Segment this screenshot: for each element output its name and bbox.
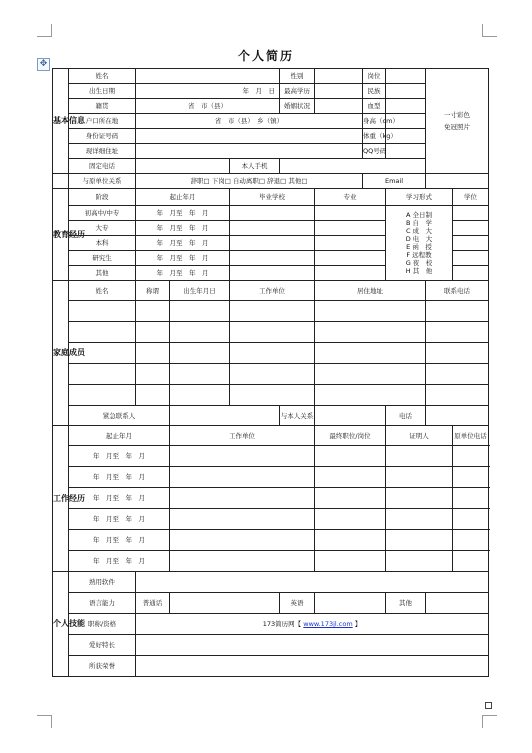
edu-school-field[interactable] xyxy=(230,221,315,236)
label-prev-employer-relation: 与原单位关系 xyxy=(69,174,136,189)
field-birth[interactable]: 年 月 日 xyxy=(136,84,280,99)
family-cell[interactable] xyxy=(230,385,315,406)
study-form-options xyxy=(386,206,453,281)
family-cell[interactable] xyxy=(426,385,489,406)
edu-header-major: 专业 xyxy=(315,189,386,206)
work-cell[interactable] xyxy=(453,530,489,551)
work-cell[interactable] xyxy=(453,488,489,509)
family-cell[interactable] xyxy=(426,343,489,364)
work-cell[interactable] xyxy=(453,551,489,572)
work-cell[interactable] xyxy=(386,488,453,509)
work-cell[interactable] xyxy=(170,509,315,530)
family-cell[interactable] xyxy=(136,385,170,406)
field-software[interactable] xyxy=(136,572,489,593)
section-label-basic: 基本信息 xyxy=(53,69,69,174)
work-cell[interactable] xyxy=(386,551,453,572)
family-cell[interactable] xyxy=(170,343,230,364)
section-label-work: 工作经历 xyxy=(53,426,69,572)
label-weight: 体重（kg） xyxy=(363,129,386,144)
field-emergency-contact[interactable] xyxy=(170,406,280,426)
label-emergency-contact: 紧急联系人 xyxy=(69,406,170,426)
study-form-option: F 远程教 xyxy=(406,251,432,259)
family-cell[interactable] xyxy=(69,364,136,385)
label-name: 姓名 xyxy=(69,69,136,84)
edu-stage-label: 初高中/中专 xyxy=(69,206,136,221)
work-cell[interactable] xyxy=(170,446,315,467)
study-form-option: G 夜 校 xyxy=(405,259,433,267)
field-title-cert[interactable] xyxy=(136,614,489,635)
field-other-language[interactable] xyxy=(426,593,489,614)
work-header-employer: 工作单位 xyxy=(170,426,315,446)
field-native-place[interactable]: 省 市（县） xyxy=(136,99,280,114)
edu-header-stage: 阶段 xyxy=(69,189,136,206)
field-blood[interactable] xyxy=(386,99,426,114)
edu-period[interactable]: 年 月至 年 月 xyxy=(136,266,230,281)
label-english: 英语 xyxy=(280,593,315,614)
relation-options[interactable]: 辞职□ 下岗□ 自动离职□ 辞退□ 其他□ xyxy=(136,174,363,189)
label-emergency-phone: 电话 xyxy=(386,406,426,426)
field-english[interactable] xyxy=(315,593,386,614)
table-resize-handle-icon[interactable] xyxy=(485,702,492,709)
edu-period[interactable]: 年 月至 年 月 xyxy=(136,221,230,236)
label-landline: 固定电话 xyxy=(69,159,136,174)
family-cell[interactable] xyxy=(230,343,315,364)
family-cell[interactable] xyxy=(230,301,315,322)
corner-mark-bottom-right xyxy=(482,715,497,728)
label-mobile: 本人手机 xyxy=(230,159,280,174)
label-highest-edu: 最高学历 xyxy=(280,84,315,99)
work-cell[interactable] xyxy=(170,551,315,572)
family-header-title: 称谓 xyxy=(136,281,170,301)
work-header-referee: 证明人 xyxy=(386,426,453,446)
work-cell[interactable] xyxy=(315,467,386,488)
label-title-cert: 职称/资格 xyxy=(69,614,136,635)
label-hukou: 户口所在地 xyxy=(69,114,136,129)
field-id-number[interactable] xyxy=(136,129,363,144)
work-cell[interactable] xyxy=(315,530,386,551)
work-cell[interactable] xyxy=(453,467,489,488)
family-header-address: 居住地址 xyxy=(315,281,426,301)
edu-major-field[interactable] xyxy=(315,251,386,266)
label-marital: 婚姻状况 xyxy=(280,99,315,114)
work-cell[interactable] xyxy=(453,446,489,467)
family-cell[interactable] xyxy=(315,364,426,385)
work-cell[interactable] xyxy=(315,488,386,509)
work-cell[interactable] xyxy=(453,509,489,530)
family-cell[interactable] xyxy=(315,322,426,343)
work-period[interactable]: 年 月至 年 月 xyxy=(69,488,170,509)
photo-box[interactable] xyxy=(426,69,489,174)
field-highest-edu[interactable] xyxy=(315,84,363,99)
field-relation-to-self[interactable] xyxy=(315,406,386,426)
label-id-number: 身份证号码 xyxy=(69,129,136,144)
edu-stage-label: 其他 xyxy=(69,266,136,281)
label-language: 语言能力 xyxy=(69,593,136,614)
family-header-name: 姓名 xyxy=(69,281,136,301)
page-title: 个人简历 xyxy=(237,49,294,63)
study-form-option: D 电 大 xyxy=(405,235,433,243)
edu-period[interactable]: 年 月至 年 月 xyxy=(136,251,230,266)
watermark-link[interactable]: www.173jl.com xyxy=(303,620,353,628)
label-software: 熟用软件 xyxy=(69,572,136,593)
family-cell[interactable] xyxy=(69,385,136,406)
study-form-option: B 自 学 xyxy=(406,219,433,227)
work-header-period: 起止年月 xyxy=(69,426,170,446)
work-header-employer-phone: 原单位电话 xyxy=(453,426,489,446)
family-header-phone: 联系电话 xyxy=(426,281,489,301)
label-native-place: 籍贯 xyxy=(69,99,136,114)
watermark-end: 】 xyxy=(354,620,362,628)
field-awards[interactable] xyxy=(136,656,489,677)
work-period[interactable]: 年 月至 年 月 xyxy=(69,551,170,572)
work-cell[interactable] xyxy=(386,446,453,467)
table-move-handle-icon[interactable]: ✥ xyxy=(37,58,50,71)
edu-degree-field[interactable] xyxy=(453,221,489,236)
family-header-employer: 工作单位 xyxy=(230,281,315,301)
family-cell[interactable] xyxy=(136,343,170,364)
label-height: 身高（cm） xyxy=(363,114,386,129)
work-cell[interactable] xyxy=(315,509,386,530)
field-landline[interactable] xyxy=(136,159,230,174)
work-period[interactable]: 年 月至 年 月 xyxy=(69,446,170,467)
edu-header-study-form: 学习形式 xyxy=(386,189,453,206)
family-cell[interactable] xyxy=(426,301,489,322)
edu-major-field[interactable] xyxy=(315,206,386,221)
label-other-language: 其他 xyxy=(386,593,426,614)
corner-mark-top-right xyxy=(482,24,497,37)
family-cell[interactable] xyxy=(136,364,170,385)
family-cell[interactable] xyxy=(69,322,136,343)
edu-school-field[interactable] xyxy=(230,251,315,266)
work-cell[interactable] xyxy=(386,509,453,530)
label-awards: 所获荣誉 xyxy=(69,656,136,677)
edu-school-field[interactable] xyxy=(230,206,315,221)
edu-stage-label: 大专 xyxy=(69,221,136,236)
section-label-skills: 个人技能 xyxy=(53,572,69,677)
work-cell[interactable] xyxy=(315,446,386,467)
edu-header-period: 起止年月 xyxy=(136,189,230,206)
work-cell[interactable] xyxy=(386,530,453,551)
work-cell[interactable] xyxy=(170,488,315,509)
family-header-birth: 出生年月日 xyxy=(170,281,230,301)
field-hobbies[interactable] xyxy=(136,635,489,656)
edu-header-degree: 学位 xyxy=(453,189,489,206)
label-position: 岗位 xyxy=(363,69,386,84)
work-cell[interactable] xyxy=(170,530,315,551)
resume-table xyxy=(52,68,489,677)
family-cell[interactable] xyxy=(69,301,136,322)
edu-stage-label: 本科 xyxy=(69,236,136,251)
edu-period[interactable]: 年 月至 年 月 xyxy=(136,236,230,251)
work-period[interactable]: 年 月至 年 月 xyxy=(69,467,170,488)
edu-school-field[interactable] xyxy=(230,266,315,281)
work-period[interactable]: 年 月至 年 月 xyxy=(69,509,170,530)
work-cell[interactable] xyxy=(170,467,315,488)
family-cell[interactable] xyxy=(170,364,230,385)
edu-degree-field[interactable] xyxy=(453,251,489,266)
spacer-cell xyxy=(53,174,69,189)
family-cell[interactable] xyxy=(170,322,230,343)
label-relation-to-self: 与本人关系 xyxy=(280,406,315,426)
family-cell[interactable] xyxy=(426,364,489,385)
section-label-education: 教育经历 xyxy=(53,189,69,281)
work-cell[interactable] xyxy=(315,551,386,572)
edu-header-school: 毕业学校 xyxy=(230,189,315,206)
label-current-address: 现详细住址 xyxy=(69,144,136,159)
work-cell[interactable] xyxy=(386,467,453,488)
label-qq: QQ号码 xyxy=(363,144,386,159)
edu-stage-label: 研究生 xyxy=(69,251,136,266)
family-cell[interactable] xyxy=(170,385,230,406)
section-label-family: 家庭成员 xyxy=(53,281,69,426)
photo-note-1: 一寸彩色 xyxy=(444,111,471,119)
field-qq[interactable] xyxy=(386,144,426,159)
field-name[interactable] xyxy=(136,69,280,84)
label-birth: 出生日期 xyxy=(69,84,136,99)
corner-mark-top-left xyxy=(37,24,52,37)
label-email: Email xyxy=(363,174,426,189)
family-cell[interactable] xyxy=(136,322,170,343)
study-form-option: E 函 授 xyxy=(406,243,432,251)
corner-mark-bottom-left xyxy=(37,715,52,728)
field-marital[interactable] xyxy=(315,99,363,114)
photo-note-2: 免冠照片 xyxy=(444,123,471,131)
family-cell[interactable] xyxy=(426,322,489,343)
field-current-address[interactable] xyxy=(136,144,363,159)
edu-degree-field[interactable] xyxy=(453,236,489,251)
label-hobbies: 爱好特长 xyxy=(69,635,136,656)
family-cell[interactable] xyxy=(315,301,426,322)
edu-school-field[interactable] xyxy=(230,236,315,251)
field-email[interactable] xyxy=(426,174,489,189)
study-form-option: A 全日制 xyxy=(406,211,433,219)
field-gender[interactable] xyxy=(315,69,363,84)
family-cell[interactable] xyxy=(170,301,230,322)
study-form-option: C 成 大 xyxy=(405,227,433,235)
family-cell[interactable] xyxy=(230,322,315,343)
field-position[interactable] xyxy=(386,69,426,84)
field-emergency-phone[interactable] xyxy=(426,406,489,426)
work-period[interactable]: 年 月至 年 月 xyxy=(69,530,170,551)
edu-major-field[interactable] xyxy=(315,236,386,251)
label-ethnicity: 民族 xyxy=(363,84,386,99)
field-ethnicity[interactable] xyxy=(386,84,426,99)
work-header-position: 最终职位/岗位 xyxy=(315,426,386,446)
family-cell[interactable] xyxy=(315,385,426,406)
label-gender: 性别 xyxy=(280,69,315,84)
watermark-text: 173简历网【 xyxy=(262,620,302,628)
field-mandarin[interactable] xyxy=(170,593,280,614)
edu-degree-field[interactable] xyxy=(453,266,489,281)
edu-period[interactable]: 年 月至 年 月 xyxy=(136,206,230,221)
family-cell[interactable] xyxy=(136,301,170,322)
study-form-option: H 其 他 xyxy=(405,267,433,275)
field-hukou[interactable]: 省 市（县） 乡（镇） xyxy=(136,114,363,129)
field-mobile[interactable] xyxy=(280,159,426,174)
edu-degree-field[interactable] xyxy=(453,206,489,221)
family-cell[interactable] xyxy=(230,364,315,385)
edu-major-field[interactable] xyxy=(315,266,386,281)
edu-major-field[interactable] xyxy=(315,221,386,236)
family-cell[interactable] xyxy=(315,343,426,364)
label-mandarin: 普通话 xyxy=(136,593,170,614)
label-blood: 血型 xyxy=(363,99,386,114)
